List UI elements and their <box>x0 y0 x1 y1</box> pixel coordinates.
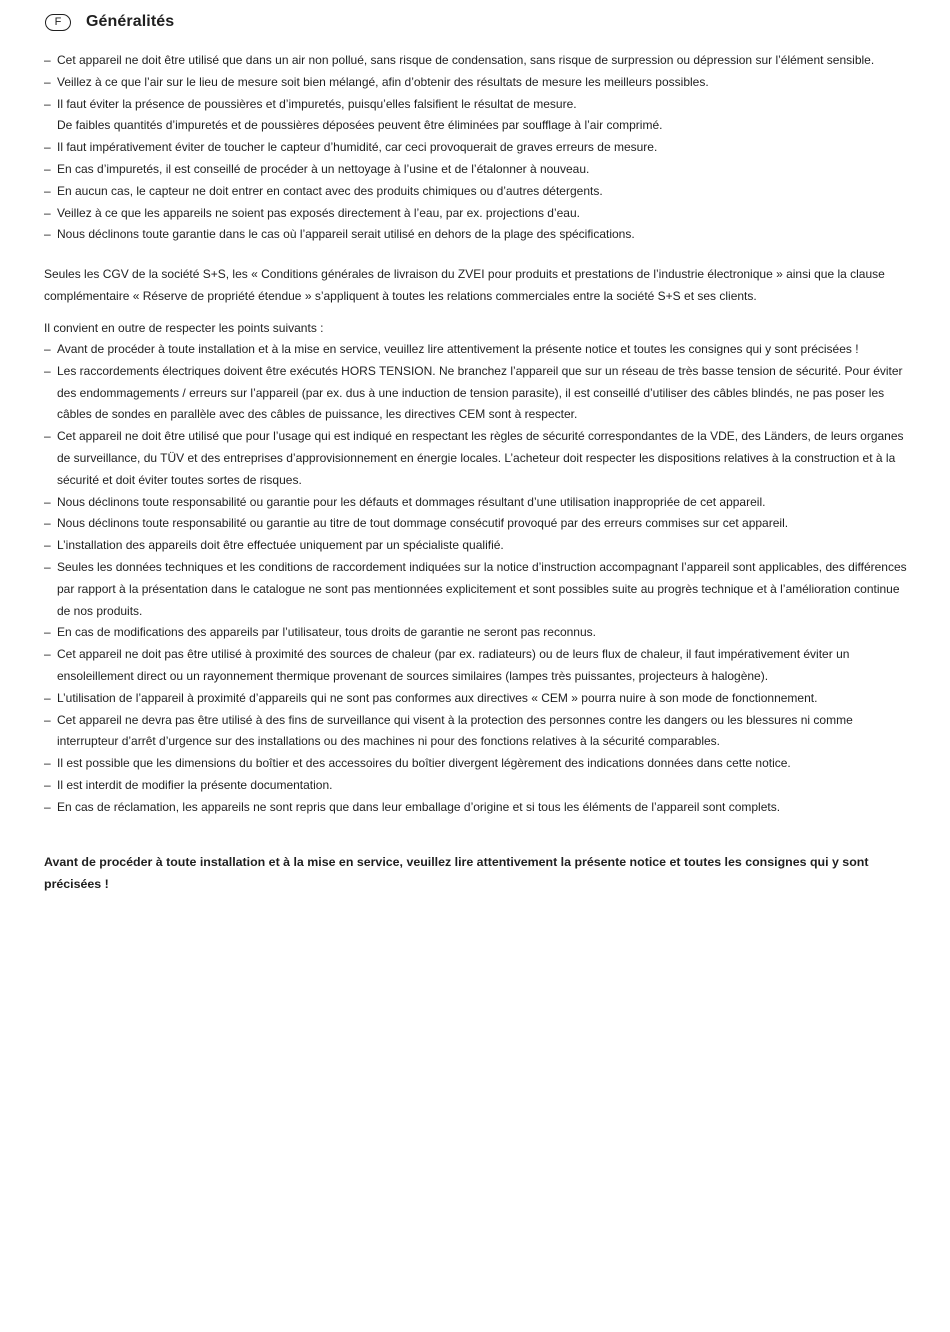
list-item: – Cet appareil ne doit être utilisé que dans un air non pollué, sans risque de condensation, sans risque de surpression ou dépression sur l’élément sensible. <box>44 50 914 72</box>
list-item: – Veillez à ce que les appareils ne soient pas exposés directement à l’eau, par ex. projections d’eau. <box>44 203 914 225</box>
list-item: – En cas de réclamation, les appareils ne sont repris que dans leur emballage d’origine et si tous les éléments de l’appareil sont complets. <box>44 797 910 819</box>
list-item: – Les raccordements électriques doivent être exécutés HORS TENSION. Ne branchez l’appareil que sur un réseau de très basse tension de sécurité. Pour éviter des endommagements / erreurs sur l’appareil (par ex. dus à une induction de tension parasite), il est conseillé d’utiliser des câbles blindés, ne pas poser les câbles de sondes en parallèle avec des câbles de puissance, les directives CEM sont à respecter. <box>44 361 910 426</box>
list-item: – Avant de procéder à toute installation et à la mise en service, veuillez lire attentivement la présente notice et toutes les consignes qui y sont précisées ! <box>44 339 910 361</box>
list-item: – Nous déclinons toute garantie dans le cas où l’appareil serait utilisé en dehors de la plage des spécifications. <box>44 224 914 246</box>
list-item-continuation: De faibles quantités d’impuretés et de poussières déposées peuvent être éliminées par soufflage à l’air comprimé. <box>57 118 663 133</box>
list-item: – L’utilisation de l’appareil à proximité d’appareils qui ne sont pas conformes aux directives « CEM » pourra nuire à son mode de fonctionnement. <box>44 688 910 710</box>
list-item: – Cet appareil ne doit être utilisé que pour l’usage qui est indiqué en respectant les règles de sécurité correspondantes de la VDE, des Länders, de leurs organes de surveillance, du TÜV et des entreprises d’approvisionnement en énergie locales. L’acheteur doit respecter les dispositions relatives à la construction et à la sécurité et doit éviter toutes sortes de risques. <box>44 426 910 491</box>
list-item: – Nous déclinons toute responsabilité ou garantie au titre de tout dommage consécutif provoqué par des erreurs commises sur cet appareil. <box>44 513 910 535</box>
intro-paragraph: Il convient en outre de respecter les points suivants : <box>44 321 324 335</box>
list-item: – Veillez à ce que l’air sur le lieu de mesure soit bien mélangé, afin d’obtenir des résultats de mesure les meilleurs possibles. <box>44 72 914 94</box>
section-header <box>45 11 174 33</box>
cgv-paragraph: Seules les CGV de la société S+S, les « Conditions générales de livraison du ZVEI pour produits et prestations de l’industrie électronique » ainsi que la clause complémentaire « Réserve de propriété étendue » s’appliquent à toutes les relations commerciales entre la société S+S et ses clients. <box>44 267 885 303</box>
list-item-text: Il faut éviter la présence de poussières et d’impuretés, puisqu’elles falsifient le résultat de mesure. <box>57 96 577 111</box>
language-badge: F <box>45 14 71 31</box>
list-item: – Il faut impérativement éviter de toucher le capteur d’humidité, car ceci provoquerait de graves erreurs de mesure. <box>44 137 914 159</box>
final-notice: Avant de procéder à toute installation et à la mise en service, veuillez lire attentivement la présente notice et toutes les consignes qui y sont précisées ! <box>44 855 869 891</box>
safety-points-list <box>44 339 910 819</box>
list-item: – L’installation des appareils doit être effectuée uniquement par un spécialiste qualifié. <box>44 535 910 557</box>
list-item: – Il est possible que les dimensions du boîtier et des accessoires du boîtier divergent légèrement des indications données dans cette notice. <box>44 753 910 775</box>
section-title: Généralités <box>86 13 175 30</box>
list-item: – Nous déclinons toute responsabilité ou garantie pour les défauts et dommages résultant d’une utilisation inappropriée de cet appareil. <box>44 492 910 514</box>
list-item: – Cet appareil ne doit pas être utilisé à proximité des sources de chaleur (par ex. radiateurs) ou de leurs flux de chaleur, il faut impérativement éviter un ensoleillement direct ou un rayonnement thermique provenant de sources similaires (lampes très puissantes, projecteurs à halogène). <box>44 644 910 688</box>
list-item: – Seules les données techniques et les conditions de raccordement indiquées sur la notice d’instruction accompagnant l’appareil sont applicables, des différences par rapport à la présentation dans le catalogue ne sont pas mentionnées explicitement et sont possibles suite au progrès technique et à l’amélioration continue de nos produits. <box>44 557 910 622</box>
list-item: – En cas de modifications des appareils par l’utilisateur, tous droits de garantie ne seront pas reconnus. <box>44 622 910 644</box>
list-item <box>44 94 914 138</box>
general-precautions-list <box>44 50 914 246</box>
list-item: – En cas d’impuretés, il est conseillé de procéder à un nettoyage à l’usine et de l’étalonner à nouveau. <box>44 159 914 181</box>
list-item: – Il est interdit de modifier la présente documentation. <box>44 775 910 797</box>
list-item: – Cet appareil ne devra pas être utilisé à des fins de surveillance qui visent à la protection des personnes contre les dangers ou les blessures ni comme interrupteur d’arrêt d’urgence sur des installations ou des machines ni pour des fonctions relatives à la sécurité comparables. <box>44 710 910 754</box>
list-item: – En aucun cas, le capteur ne doit entrer en contact avec des produits chimiques ou d’autres détergents. <box>44 181 914 203</box>
